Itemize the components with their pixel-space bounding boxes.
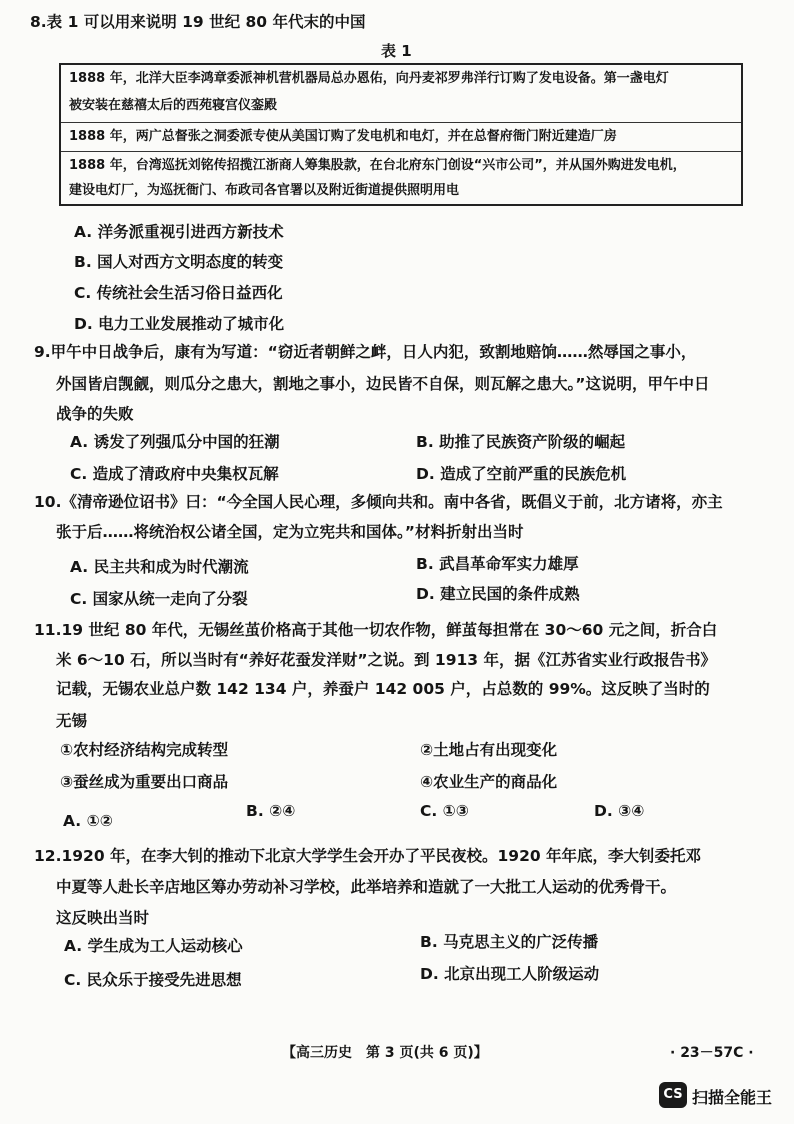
page-footer: 【高三历史 第 3 页(共 6 页)】: [282, 1045, 488, 1061]
camscanner-watermark-text: 扫描全能王: [692, 1088, 773, 1107]
q11-stem-line-4: 无锡: [56, 712, 88, 730]
exam-code: · 23－57C ·: [670, 1045, 754, 1061]
q8-stem: 8.表 1 可以用来说明 19 世纪 80 年代末的中国: [30, 13, 366, 31]
q11-stem-line-2: 米 6～10 石，所以当时有“养好花蚕发洋财”之说。到 1913 年，据《江苏省实业行政报告书》: [56, 651, 716, 669]
q12-option-b: B. 马克思主义的广泛传播: [420, 933, 599, 951]
q8-option-a: A. 洋务派重视引进西方新技术: [74, 223, 284, 241]
q11-option-a: A. ①②: [63, 812, 113, 830]
q12-stem-line-3: 这反映出当时: [56, 909, 150, 927]
q11-item-4: ④农业生产的商品化: [420, 773, 558, 791]
table-row-2: 1888 年，两广总督张之洞委派专使从美国订购了发电机和电灯，并在总督府衙门附近建造厂房: [69, 129, 617, 144]
q10-option-a: A. 民主共和成为时代潮流: [70, 558, 249, 576]
q9-option-b: B. 助推了民族资产阶级的崛起: [416, 433, 626, 451]
q9-stem-line-3: 战争的失败: [56, 405, 134, 423]
q9-stem-line-1: 9.甲午中日战争后，康有为写道：“窃近者朝鲜之衅，日人内犯，致割地赔饷……然辱国之事小，: [34, 343, 697, 361]
q12-option-c: C. 民众乐于接受先进思想: [64, 971, 242, 989]
q12-stem-line-2: 中夏等人赴长辛店地区筹办劳动补习学校，此举培养和造就了一大批工人运动的优秀骨干。: [56, 878, 677, 896]
table-1: [59, 63, 743, 206]
q8-option-c: C. 传统社会生活习俗日益西化: [74, 284, 283, 302]
table-row-3-line-2: 建设电灯厂，为巡抚衙门、布政司各官署以及附近街道提供照明用电: [69, 183, 460, 198]
q9-option-a: A. 诱发了列强瓜分中国的狂潮: [70, 433, 280, 451]
q12-option-a: A. 学生成为工人运动核心: [64, 937, 243, 955]
q8-option-d: D. 电力工业发展推动了城市化: [74, 315, 285, 333]
q10-option-d: D. 建立民国的条件成熟: [416, 585, 580, 603]
q11-item-3: ③蚕丝成为重要出口商品: [60, 773, 229, 791]
q10-stem-line-1: 10.《清帝逊位诏书》曰：“今全国人民心理，多倾向共和。南中各省，既倡义于前，北方诸将，亦主: [34, 493, 723, 511]
q11-stem-line-3: 记载，无锡农业总户数 142 134 户，养蚕户 142 005 户，占总数的 99%。这反映了当时的: [56, 680, 710, 698]
q11-item-1: ①农村经济结构完成转型: [60, 741, 229, 759]
q10-option-b: B. 武昌革命军实力雄厚: [416, 555, 579, 573]
q11-option-b: B. ②④: [246, 802, 296, 820]
table-divider: [61, 151, 741, 152]
q8-option-b: B. 国人对西方文明态度的转变: [74, 253, 284, 271]
table-caption: 表 1: [381, 42, 412, 60]
q11-option-d: D. ③④: [594, 802, 645, 820]
q12-stem-line-1: 12.1920 年，在李大钊的推动下北京大学学生会开办了平民夜校。1920 年年底，李大钊委托邓: [34, 847, 702, 865]
q10-option-c: C. 国家从统一走向了分裂: [70, 590, 248, 608]
table-divider: [61, 122, 741, 123]
table-row-1-line-1: 1888 年，北洋大臣李鸿章委派神机营机器局总办恩佑，向丹麦祁罗弗洋行订购了发电设备。第一盏电灯: [69, 71, 669, 86]
q12-option-d: D. 北京出现工人阶级运动: [420, 965, 600, 983]
q11-item-2: ②土地占有出现变化: [420, 741, 558, 759]
camscanner-logo-icon: CS: [659, 1082, 687, 1108]
q11-stem-line-1: 11.19 世纪 80 年代，无锡丝茧价格高于其他一切农作物，鲜茧每担常在 30～60 元之间，折合白: [34, 621, 718, 639]
table-row-1-line-2: 被安装在慈禧太后的西苑寝宫仪銮殿: [69, 98, 278, 113]
q10-stem-line-2: 张于后……将统治权公诸全国，定为立宪共和国体。”材料折射出当时: [56, 523, 524, 541]
q11-option-c: C. ①③: [420, 802, 469, 820]
q9-option-d: D. 造成了空前严重的民族危机: [416, 465, 627, 483]
q9-option-c: C. 造成了清政府中央集权瓦解: [70, 465, 279, 483]
q9-stem-line-2: 外国皆启觊觎，则瓜分之患大，割地之事小，边民皆不自保，则瓦解之患大。”这说明，甲午中日: [56, 375, 710, 393]
table-row-3-line-1: 1888 年，台湾巡抚刘铭传招揽江浙商人筹集股款，在台北府东门创设“兴市公司”，并从国外购进发电机，: [69, 158, 686, 173]
